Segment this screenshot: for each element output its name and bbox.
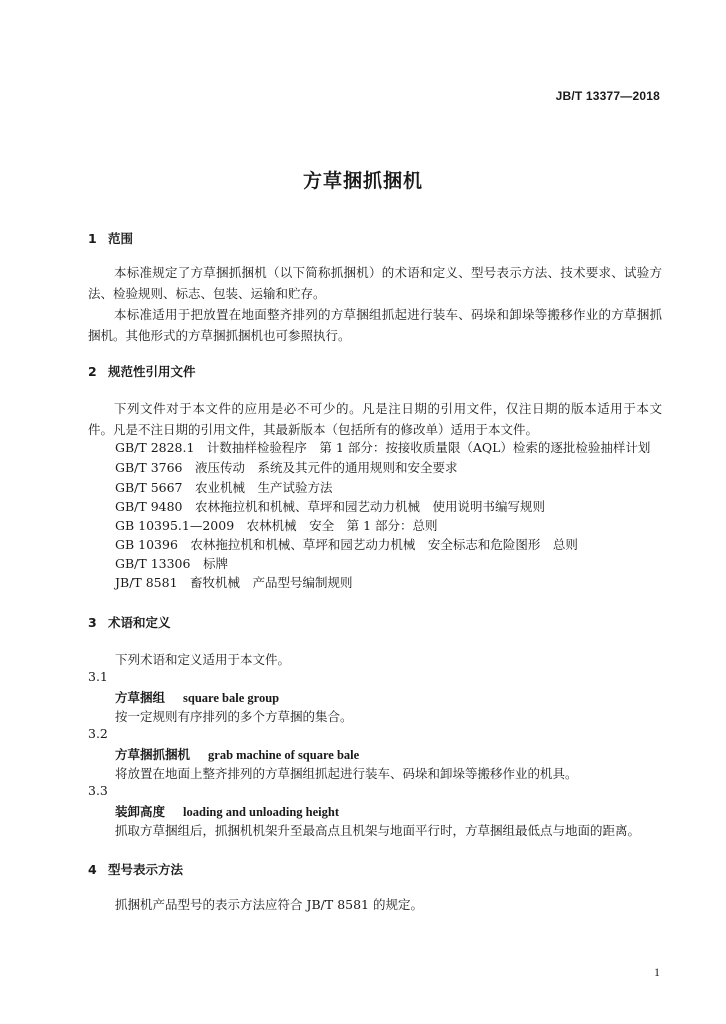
section-4-paragraph-1: 抓捆机产品型号的表示方法应符合 JB/T 8581 的规定。 xyxy=(115,897,423,912)
term-heading xyxy=(115,745,359,763)
section-2-paragraph-1: 下列文件对于本文件的应用是必不可少的。凡是注日期的引用文件，仅注日期的版本适用于本文件。凡是不注日期的引用文件，其最新版本（包括所有的修改单）适用于本文件。 xyxy=(88,401,662,437)
term-english: grab machine of square bale xyxy=(208,748,360,762)
section-3-heading xyxy=(88,613,171,631)
term-chinese: 方草捆组 xyxy=(115,690,166,705)
term-definition: 抓取方草捆组后，抓捆机机架升至最高点且机架与地面平行时，方草捆组最低点与地面的距离。 xyxy=(115,823,641,838)
reference-item: GB/T 2828.1 计数抽样检验程序 第 1 部分：按接收质量限（AQL）检索的逐批检验抽样计划 xyxy=(115,440,651,455)
term-english: square bale group xyxy=(183,691,280,705)
section-title: 术语和定义 xyxy=(108,615,171,630)
term-definition: 将放置在地面上整齐排列的方草捆组抓起进行装车、码垛和卸垛等搬移作业的机具。 xyxy=(115,766,578,781)
term-number: 3.1 xyxy=(88,669,108,684)
reference-item: GB/T 5667 农业机械 生产试验方法 xyxy=(115,480,333,495)
document-title: 方草捆抓捆机 xyxy=(302,170,423,192)
section-title: 规范性引用文件 xyxy=(108,364,196,379)
term-number: 3.3 xyxy=(88,783,108,798)
section-number: 4 xyxy=(88,862,97,877)
reference-item: GB 10396 农林拖拉机和机械、草坪和园艺动力机械 安全标志和危险图形 总则 xyxy=(115,537,578,552)
section-title: 范围 xyxy=(108,231,134,246)
reference-item: GB 10395.1—2009 农林机械 安全 第 1 部分：总则 xyxy=(115,518,438,533)
section-4-heading xyxy=(88,860,183,878)
reference-item: JB/T 8581 畜牧机械 产品型号编制规则 xyxy=(115,575,353,590)
section-1-heading xyxy=(88,229,133,247)
reference-item: GB/T 13306 标牌 xyxy=(115,556,228,571)
section-title: 型号表示方法 xyxy=(108,862,184,877)
section-number: 2 xyxy=(88,364,97,379)
term-english: loading and unloading height xyxy=(183,805,339,819)
section-number: 1 xyxy=(88,231,97,246)
section-number: 3 xyxy=(88,615,97,630)
reference-item: GB/T 9480 农林拖拉机和机械、草坪和园艺动力机械 使用说明书编写规则 xyxy=(115,499,546,514)
page-number: 1 xyxy=(654,965,660,979)
term-heading xyxy=(115,688,279,706)
term-heading xyxy=(115,802,339,820)
term-definition: 按一定规则有序排列的多个方草捆的集合。 xyxy=(115,709,353,724)
term-chinese: 方草捆抓捆机 xyxy=(115,747,191,762)
standard-code: JB/T 13377—2018 xyxy=(555,89,660,103)
section-3-intro: 下列术语和定义适用于本文件。 xyxy=(115,652,291,667)
term-chinese: 装卸高度 xyxy=(115,804,166,819)
section-1-paragraph-2: 本标准适用于把放置在地面整齐排列的方草捆组抓起进行装车、码垛和卸垛等搬移作业的方草捆抓捆机。其他形式的方草捆抓捆机也可参照执行。 xyxy=(88,307,662,343)
section-1-paragraph-1: 本标准规定了方草捆抓捆机（以下简称抓捆机）的术语和定义、型号表示方法、技术要求、试验方法、检验规则、标志、包装、运输和贮存。 xyxy=(88,265,662,301)
reference-item: GB/T 3766 液压传动 系统及其元件的通用规则和安全要求 xyxy=(115,460,458,475)
section-2-heading xyxy=(88,362,196,380)
term-number: 3.2 xyxy=(88,726,108,741)
